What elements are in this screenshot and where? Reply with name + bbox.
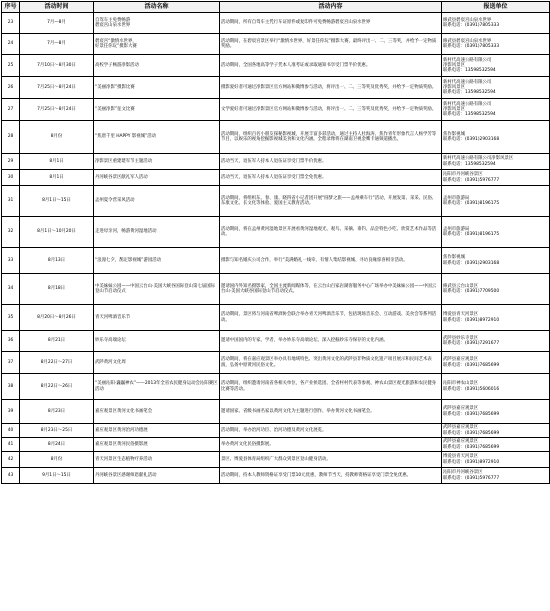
row-date: 8月22日～27日 [20, 352, 94, 374]
table-row [2, 400, 550, 424]
row-activity-content: 活动期间，持本人教师资格证享受门票10元优惠，教师节当天，持教师资格证享受门票全免优惠。 [220, 468, 442, 484]
row-organization: 新村代高速公路有限公司 净影风景区 联系电话：13598532594 [442, 77, 550, 99]
row-number: 24 [2, 34, 20, 55]
table-row [2, 154, 550, 170]
row-activity-content: 活动当天，退伍军人持本人退伍证享受门票全免优惠。 [220, 170, 442, 186]
row-date: 7月10日～8月30日 [20, 55, 94, 77]
row-activity-name: 高校学子畅游净影活动 [94, 55, 220, 77]
row-activity-name: 嘉应观景区黄河治河功德展 [94, 424, 220, 438]
row-date: 8月份 [20, 121, 94, 154]
row-date: 7月25日～8月24日 [20, 99, 94, 121]
row-number: 33 [2, 248, 20, 274]
row-activity-name: “浪漫七夕，鹊定影视城”游园活动 [94, 248, 220, 274]
row-date: 8月23日～25日 [20, 424, 94, 438]
header-content: 活动内容 [220, 2, 442, 13]
table-row [2, 352, 550, 374]
row-activity-content: 活动期间，全国各地高等学子凭本人准考证或录取通知书享受门票半价优惠。 [220, 55, 442, 77]
row-organization: 武陟县嘉应观景区 联系电话：(0391)7685699 [442, 438, 550, 452]
row-number: 28 [2, 121, 20, 154]
row-date: 8月1日～10月20日 [20, 217, 94, 248]
table-row [2, 186, 550, 217]
row-date: 8月21日 [20, 331, 94, 352]
row-organization: 新村代高速公路有限公司 净影风景区 联系电话：13598532594 [442, 55, 550, 77]
row-date: 8月20日～8月26日 [20, 305, 94, 331]
row-activity-name: 嘉应观景区黄河文化书画笔会 [94, 400, 220, 424]
row-organization: 焦作影视城 联系电话：(0391)2903168 [442, 248, 550, 274]
row-activity-content: 邀请国内外知名摄影家，全国主流新闻媒体等，在云台山百家岩湖客服务中心广场举办中美妹妹公园——中国云台山·美国大峡谷国际登山节启动仪式。 [220, 274, 442, 305]
row-date: 7月25日～8月24日 [20, 77, 94, 99]
row-activity-name: 妙乐寺高端论坛 [94, 331, 220, 352]
row-activity-name: “焦唐千里 HAPPY 影视城”活动 [94, 121, 220, 154]
row-organization: 修武县云台山景区 联系电话：(0391)7709500 [442, 274, 550, 305]
row-date: 8月23日 [20, 400, 94, 424]
row-organization: 孟州市旅游局 联系电话：(0391)8196175 [442, 186, 550, 217]
row-activity-content: 邀请国家、省级书画名家以黄河文化为主题进行创作、举办黄河文化书画笔会。 [220, 400, 442, 424]
table-row [2, 217, 550, 248]
row-number: 26 [2, 77, 20, 99]
row-activity-content: 活动期间，举办治河功臣、治河功德及黄河文化展览。 [220, 424, 442, 438]
table-row [2, 121, 550, 154]
row-date: 8月22日～26日 [20, 374, 94, 400]
row-date: 8月18日 [20, 274, 94, 305]
table-row [2, 55, 550, 77]
table-row [2, 305, 550, 331]
row-number: 35 [2, 305, 20, 331]
row-organization: 沁阳市丹河峡谷景区 联系电话：(0391)5976777 [442, 468, 550, 484]
row-activity-content: 活动期间，景区将与河南省啤酒协会联合举办青天河啤酒音乐节，包括现场音乐会、互动游戏、美食会等系列活动。 [220, 305, 442, 331]
row-organization: 沁阳市神农山景区 联系电话：(0391)5606016 [442, 374, 550, 400]
table-row [2, 34, 550, 55]
row-number: 27 [2, 99, 20, 121]
row-organization: 孟州市旅游局 联系电话：(0391)8196175 [442, 217, 550, 248]
table-row [2, 331, 550, 352]
header-no: 序号 [2, 2, 20, 13]
row-activity-name: “美丽净影”征文比赛 [94, 99, 220, 121]
row-organization: 新村代高速公路有限公司 净影风景区 联系电话：13598532594 [442, 99, 550, 121]
row-activity-content: 举办黄河文化民俗摄影展。 [220, 438, 442, 452]
table-row [2, 452, 550, 468]
header-org: 报送单位 [442, 2, 550, 13]
row-activity-name: 武陟黄河文化周 [94, 352, 220, 374]
row-date: 8月1日 [20, 154, 94, 170]
row-activity-name: 中美妹妹公园——中国云台山·美国大峡谷国际登山第七届国际登山节启动仪式 [94, 274, 220, 305]
table-body [2, 13, 550, 484]
row-number: 34 [2, 274, 20, 305]
row-activity-name: 碧宸宫“激情水世界， 好景任你玩”摄影大赛 [94, 34, 220, 55]
row-activity-name: 孟州夏令营采风活动 [94, 186, 220, 217]
row-activity-content: 活动期间，将在嘉应观景区举办具有地域特色、突出黄河文化的武陟县非物质文化遗产项目展示和民间艺术表演，弘扬中原黄河民俗文化。 [220, 352, 442, 374]
row-number: 32 [2, 217, 20, 248]
row-activity-name: “美丽沁阳·巍巍神农”——2013年全省农民健身运动会沁阳赛区活动 [94, 374, 220, 400]
header-name: 活动名称 [94, 2, 220, 13]
row-activity-name: 走进母亲河，畅游黄河湿地活动 [94, 217, 220, 248]
table-row [2, 274, 550, 305]
row-activity-content: 活动期间，所有自驾车主凭行车证原件或复印件可免费畅游碧宸宫山泉水世界 [220, 13, 442, 34]
table-row [2, 13, 550, 34]
row-number: 38 [2, 374, 20, 400]
row-organization: 焦作影视城 联系电话：(0391)2903168 [442, 121, 550, 154]
row-number: 40 [2, 424, 20, 438]
row-activity-content: 活动期间，将在孟州黄河湿地景区开展看黄河湿地观光、观鸟、采摘、垂钓、品尝特色小吃、欣赏艺术作品等活动。 [220, 217, 442, 248]
row-activity-name: 青天河景区生态植物疗养活动 [94, 452, 220, 468]
row-activity-content: 活动当天，退伍军人持本人退伍证享受门票半价优惠。 [220, 154, 442, 170]
row-activity-content: 活动期间，将组织东、春、康、晓四省小记者团开展“圆梦之旅——孟州乘车行”活动，开展发第、采采、民俗、东康文化、长文化等体验、爱国主义教育活动。 [220, 186, 442, 217]
row-date: 9月1日～15日 [20, 468, 94, 484]
table-row [2, 248, 550, 274]
row-organization: 武陟县嘉应观景区 联系电话：(0391)7685699 [442, 424, 550, 438]
row-activity-name: 青天河啤酒音乐节 [94, 305, 220, 331]
row-organization: 修武县碧宸宫山泉水世界 联系电话：(0391)7805333 [442, 34, 550, 55]
row-activity-content: 景区、博爱县体育局组织广大群众到景区登山健身活动。 [220, 452, 442, 468]
row-number: 23 [2, 13, 20, 34]
row-number: 42 [2, 452, 20, 468]
table-row [2, 374, 550, 400]
row-number: 36 [2, 331, 20, 352]
row-activity-content: 活动期间，组织百名小朋友探秘影视城，开展丰富多彩活动，通过主持人杜海涛、焦作青年形象代言人杨学芳等节目，以娱乐的视角挖掘影视城美食和文化内涵。全程录像将在湖南卫视金鹰卡通频道播出。 [220, 121, 442, 154]
row-number: 41 [2, 438, 20, 452]
row-number: 29 [2, 154, 20, 170]
row-date: 8月份 [20, 452, 94, 468]
row-activity-content: 摄影爱好者可通过净影景区官方网站和微博参与活动，将评出一、二、三等奖及优秀奖，并给予一定物质奖励。 [220, 77, 442, 99]
table-row [2, 438, 550, 452]
row-activity-name: 自驾车主免费畅游 碧宸宫山泉水世界 [94, 13, 220, 34]
row-number: 25 [2, 55, 20, 77]
row-organization: 新村代高速公路有限公司净影风景区 联系电话：13598532594 [442, 154, 550, 170]
row-number: 30 [2, 170, 20, 186]
row-activity-content: 文学爱好者可通过净影景区官方网站和微博参与活动，将评出一、二、三等奖及优秀奖，并给予一定物质奖励。 [220, 99, 442, 121]
row-activity-content: 摄影与知名婚庆公司合作，举行“美满婚礼一线牵，有情人集结影视城、寻访良缘惊喜相亲活动。 [220, 248, 442, 274]
row-date: 8月1日～15日 [20, 186, 94, 217]
row-activity-content: 邀请中国国内的专家、学者，举办妙乐寺高端论坛，深入挖掘妙乐寺保存的文化内涵。 [220, 331, 442, 352]
row-activity-content: 活动期间，在碧宸宫景区举行“激情水世界，好景任你玩”摄影大赛，最终评出一、二、三等奖，并给予一定物质奖励。 [220, 34, 442, 55]
table-row [2, 424, 550, 438]
row-organization: 博爱县青天河景区 联系电话：(0391)8972910 [442, 452, 550, 468]
row-organization: 武陟县嘉应观景区 联系电话：(0391)7685699 [442, 352, 550, 374]
row-organization: 修武县碧宸宫山泉水世界 联系电话：(0391)7805333 [442, 13, 550, 34]
row-activity-name: 净影景区重建建军节主题活动 [94, 154, 220, 170]
table-header-row [2, 2, 550, 13]
row-date: 8月13日 [20, 248, 94, 274]
table-row [2, 468, 550, 484]
row-number: 37 [2, 352, 20, 374]
row-organization: 武陟县妙乐寺景区 联系电话：(0391)7291677 [442, 331, 550, 352]
activity-table [1, 1, 550, 484]
row-organization: 武陟县嘉应观景区 联系电话：(0391)7685699 [442, 400, 550, 424]
row-date: 7月—8月 [20, 13, 94, 34]
table-row [2, 170, 550, 186]
row-activity-name: 嘉应观景区黄河民俗摄影展 [94, 438, 220, 452]
row-activity-content: 活动期间，组织邀请河南省各相关单位，各产业侯选团、全省村村代表等参观、神农山景区观光旅游和农民健身比赛等活动。 [220, 374, 442, 400]
row-date: 8月24日 [20, 438, 94, 452]
row-number: 43 [2, 468, 20, 484]
row-number: 31 [2, 186, 20, 217]
row-date: 7月—8月 [20, 34, 94, 55]
row-activity-name: 丹河峡谷景区献礼军人活动 [94, 170, 220, 186]
row-organization: 沁阳市丹河峡谷景区 联系电话：(0391)5976777 [442, 170, 550, 186]
row-date: 8月1日 [20, 170, 94, 186]
row-activity-name: 丹河峡谷景区感谢师恩献礼活动 [94, 468, 220, 484]
table-row [2, 99, 550, 121]
row-activity-name: “美丽净影”摄影比赛 [94, 77, 220, 99]
row-organization: 博爱县青天河景区 联系电话：(0391)8972910 [442, 305, 550, 331]
header-date: 活动时间 [20, 2, 94, 13]
row-number: 39 [2, 400, 20, 424]
table-row [2, 77, 550, 99]
